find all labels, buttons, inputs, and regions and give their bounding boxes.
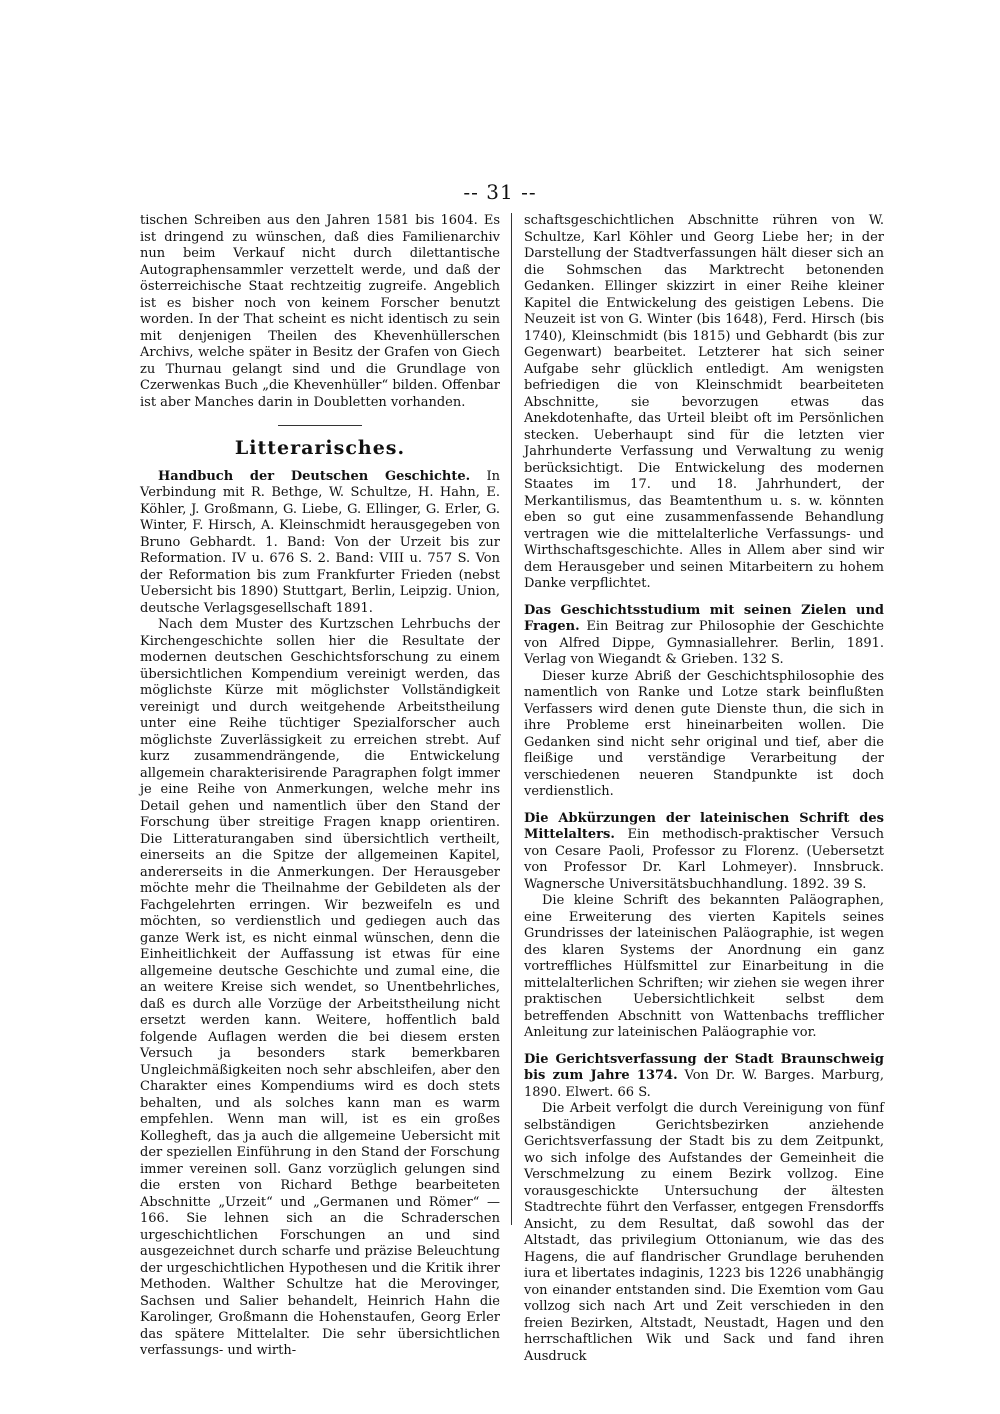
column-divider xyxy=(511,213,512,1225)
review-entry-body: Dieser kurze Abriß der Geschichtsphilosophie des namentlich von Ranke und Lotze stark beinflußten Verfassers wird denen gute Dienste thun, die sich in ihre Probleme erst hineinarbeiten wollen. Die Gedanken sind nicht sehr original und tief, aber die fleißige und verständige Verarbeitung der verschiedenen neueren Standpunkte ist doch verdienstlich. xyxy=(524,668,884,799)
review-entry-abkuerzungen xyxy=(524,811,884,1042)
review-entry-title: Die Gerichtsverfassung der Stadt Braunschweig bis zum Jahre 1374. xyxy=(524,1051,884,1083)
review-entry-bibliography: In Verbindung mit R. Bethge, W. Schultze, H. Hahn, E. Köhler, J. Großmann, G. Liebe, G. Ellinger, G. Erler, G. Winter, F. Hirsch, A. Kleinschmidt herausgegeben von Bruno Gebhardt. 1. Band: Von der Urzeit bis zur Reformation. IV u. 676 S. 2. Band: VIII u. 757 S. Von der Reformation bis zum Frankfurter Frieden (nebst Uebersicht bis 1890) Stuttgart, Berlin, Leipzig. Union, deutsche Verlagsgesellschaft 1891. xyxy=(140,468,500,616)
right-column xyxy=(524,213,884,1365)
review-entry-title: Die Abkürzungen der lateinischen Schrift des Mittelalters. xyxy=(524,810,884,842)
review-entry-body: Die Arbeit verfolgt die durch Vereinigung von fünf selbständigen Gerichtsbezirken anziehende Gerichtsverfassung der Stadt bis zu dem Zeitpunkt, wo sich infolge des Aufstandes der Gemeinheit die Verschmelzung zu einem Bezirk vollzog. Eine vorausgeschickte Untersuchung der ältesten Stadtrechte führt den Verfasser, entgegen Frensdorffs Ansicht, zu dem Resultat, daß sowohl das der Altstadt, das privilegium Ottonianum, wie das des Hagens, die auf flandrischer Grundlage beruhenden iura et libertates indaginis, 1223 bis 1226 unabhängig von einander entstanden sind. Die Exemtion vom Gau vollzog sich nach Art und Zeit verschieden in den freien Bezirken, Altstadt, Neustadt, Hagen und den herrschaftlichen Wik und Sack und fand ihren Ausdruck xyxy=(524,1101,884,1364)
review-entry-header xyxy=(524,603,884,669)
review-entry-header xyxy=(524,811,884,894)
review-entry-header xyxy=(140,469,500,618)
review-entry-bibliography: Ein methodisch-praktischer Versuch von Cesare Paoli, Professor zu Florenz. (Uebersetzt von Professor Dr. Karl Lohmeyer). Innsbruck. Wagnersche Universitätsbuchhandlung. 1892. 39 S. xyxy=(524,827,884,892)
review-entry-bibliography: Ein Beitrag zur Philosophie der Geschichte von Alfred Dippe, Gymnasiallehrer. Berlin, 1891. Verlag von Wiegandt & Grieben. 132 S. xyxy=(524,619,885,667)
review-entry-geschichtsstudium xyxy=(524,603,884,801)
review-entry-title: Handbuch der Deutschen Geschichte. xyxy=(158,468,471,484)
review-entry-handbuch xyxy=(140,469,500,1360)
review-entry-body: Nach dem Muster des Kurtzschen Lehrbuchs der Kirchengeschichte sollen hier die Resultate der modernen deutschen Geschichtsforschung zu einem übersichtlichen Kompendium vereinigt werden, das möglichste Kürze mit möglichster Vollständigkeit vereinigt und durch weitgehende Arbeitstheilung unter eine Reihe tüchtiger Spezialforscher auch möglichste Zuverlässigkeit zu erreichen strebt. Auf kurz zusammendrängende, die Entwickelung allgemein charakterisirende Paragraphen folgt immer je eine Reihe von Anmerkungen, welche mehr ins Detail gehen und namentlich über den Stand der Forschung über streitige Fragen knapp orientiren. Die Litteraturangaben sind übersichtlich vertheilt, einerseits an die Spitze der allgemeinen Kapitel, andererseits in die Anmerkungen. Der Herausgeber möchte mehr die Theilnahme der Gebildeten als der Fachgelehrten erringen. Wir bezweifeln es und möchten, so verdienstlich und gediegen auch das ganze Werk ist, es nicht einmal wünschen, denn die Einheitlichkeit der Auffassung ist etwas für eine allgemeine deutsche Geschichte und zumal eine, die an weitere Kreise sich wendet, so Unentbehrliches, daß es durch alle Vorzüge der Arbeitstheilung nicht ersetzt werden kann. Weitere, hoffentlich bald folgende Auflagen werden die bei diesem ersten Versuch ja besonders stark bemerkbaren Ungleichmäßigkeiten noch sehr abschleifen, aber den Charakter eines Kompendiums wird es doch stets behalten, und als solches kann man es warm empfehlen. Wenn man will, ist es ein großes Kollegheft, das ja auch die allgemeine Uebersicht mit der speziellen Einführung in den Stand der Forschung immer vereinen soll. Ganz vorzüglich gelungen sind die ersten von Richard Bethge bearbeiteten Abschnitte „Urzeit“ und „Germanen und Römer“ — 166. Sie lehnen sich an die Schraderschen urgeschichtlichen Forschungen an und sind ausgezeichnet durch scharfe und präzise Beleuchtung der urgeschichtlichen Hypothesen und die Kritik ihrer Methoden. Walther Schultze hat die Merovinger, Sachsen und Salier behandelt, Heinrich Hahn die Karolinger, Großmann die Hohenstaufen, Georg Erler das spätere Mittelalter. Die sehr übersichtlichen verfassungs- und wirth- xyxy=(140,617,500,1358)
continued-paragraph: schaftsgeschichtlichen Abschnitte rühren von W. Schultze, Karl Köhler und Georg Liebe her; in der Darstellung der Stadtverfassungen hält dieser sich an die Sohmschen das Marktrecht betonenden Gedanken. Ellinger skizzirt in einer Reihe kleiner Kapitel die Entwickelung des geistigen Lebens. Die Neuzeit ist von G. Winter (bis 1648), Ferd. Hirsch (bis 1740), Kleinschmidt (bis 1815) und Gebhardt (bis zur Gegenwart) bearbeitet. Letzterer hat sich seiner Aufgabe sehr glücklich entledigt. Am wenigsten befriedigen die von Kleinschmidt bearbeiteten Abschnitte, sie bevorzugen etwas das Anekdotenhafte, das Urteil bleibt oft im Persönlichen stecken. Ueberhaupt sind für die letzten vier Jahrhunderte Verfassung und Verwaltung zu wenig berücksichtigt. Die Entwickelung des modernen Staates im 17. und 18. Jahrhundert, der Merkantilismus, das Beamtenthum u. s. w. könnten eben so gut eine zusammenfassende Behandlung vertragen wie die mittelalterliche Verfassungs- und Wirthschaftsgeschichte. Alles in Allem aber sind wir dem Herausgeber und seinen Mitarbeitern zu hohem Danke verpflichtet. xyxy=(524,213,884,591)
review-entry-header xyxy=(524,1052,884,1102)
continued-paragraph: tischen Schreiben aus den Jahren 1581 bis 1604. Es ist dringend zu wünschen, daß dies Familienarchiv nun beim Verkauf nicht durch dilettantische Autographensammler verzettelt werde, und daß der österreichische Staat rechtzeitig zugreife. Angeblich ist es bisher noch von keinem Forscher benutzt worden. In der That scheint es nicht identisch zu sein mit denjenigen Theilen des Khevenhüllerschen Archivs, welche später in Besitz der Grafen von Giech zu Thurnau gelangt sind und die Grundlage von Czerwenkas Buch „die Khevenhüller“ bilden. Offenbar ist aber Manches darin in Doubletten vorhanden. xyxy=(140,213,500,410)
review-entry-title: Das Geschichtsstudium mit seinen Zielen und Fragen. xyxy=(524,602,884,634)
section-divider xyxy=(278,425,362,426)
section-title: Litterarisches. xyxy=(234,437,406,459)
review-entry-bibliography: Von Dr. W. Barges. Marburg, 1890. Elwert. 66 S. xyxy=(524,1068,884,1100)
review-entry-gerichtsverfassung xyxy=(524,1052,884,1366)
review-entry-body: Die kleine Schrift des bekannten Paläographen, eine Erweiterung des vierten Kapitels seines Grundrisses der lateinischen Paläographie, ist wegen des klaren Systems der Anordnung ein ganz vortreffliches Hülfsmittel zur Einarbeitung in die mittelalterlichen Schriften; wir ziehen sie wegen ihrer praktischen Uebersichtlichkeit selbst dem betreffenden Abschnitt von Wattenbachs trefflicher Anleitung zur lateinischen Paläographie vor. xyxy=(524,893,884,1040)
page-number: -- 31 -- xyxy=(463,180,537,204)
left-column xyxy=(140,213,500,1360)
